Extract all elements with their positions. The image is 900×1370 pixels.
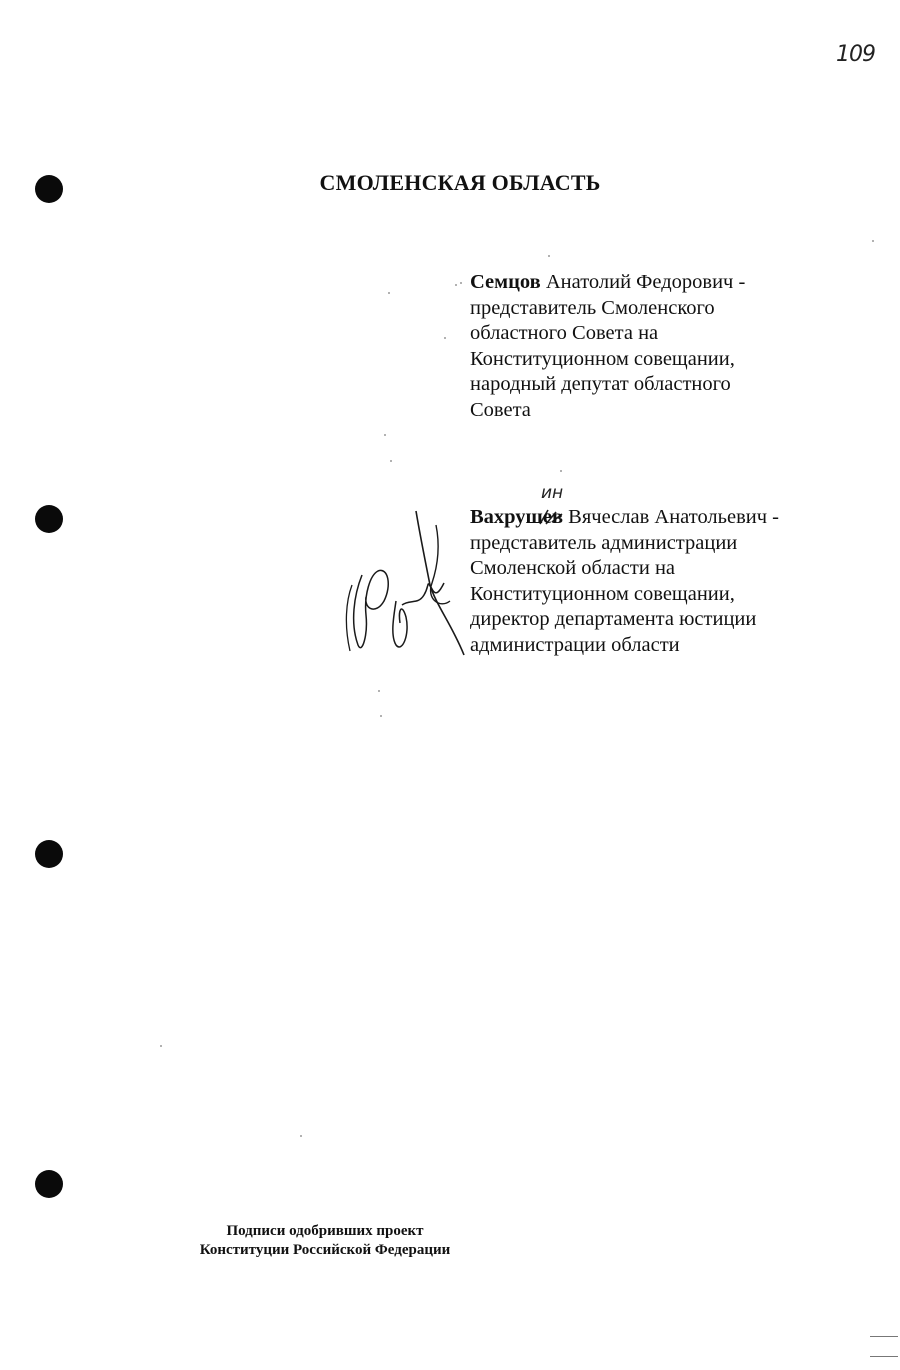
scan-speck — [548, 255, 550, 257]
surname: Вахрушев — [470, 506, 564, 528]
surname: Семцов — [470, 271, 541, 293]
scan-speck — [300, 1135, 302, 1137]
entry-line: директор департамента юстиции — [470, 608, 757, 631]
entry-first-line — [470, 505, 800, 531]
entry-line: администрации области — [470, 633, 680, 656]
entry-line: Конституционном совещании, — [470, 582, 735, 605]
scan-speck — [388, 292, 390, 294]
scan-speck — [455, 284, 457, 286]
scan-speck — [378, 690, 380, 692]
entry-line: народный депутат областного — [470, 373, 731, 396]
entry-line: областного Совета на — [470, 322, 659, 345]
scan-speck — [384, 434, 386, 436]
punch-hole-4 — [35, 1170, 63, 1198]
footer-line-2: Конституции Российской Федерации — [199, 1242, 451, 1258]
footer-caption — [170, 1222, 480, 1260]
scan-speck — [390, 460, 392, 462]
footer-line-1: Подписи одобривших проект — [226, 1223, 424, 1239]
scan-speck — [460, 282, 462, 284]
signatory-entry-2 — [470, 505, 800, 659]
punch-hole-3 — [35, 840, 63, 868]
scan-speck — [560, 470, 562, 472]
scan-speck — [160, 1045, 162, 1047]
entry-line: Смоленской области на — [470, 557, 676, 580]
entry-line: Конституционном совещании, — [470, 347, 735, 370]
handwritten-signature — [340, 505, 470, 665]
page-number: 109 — [836, 42, 875, 67]
entry-line: представитель Смоленского — [470, 296, 715, 319]
scan-speck — [444, 337, 446, 339]
page-title: СМОЛЕНСКАЯ ОБЛАСТЬ — [319, 170, 601, 195]
signatory-entry-1 — [470, 270, 800, 424]
scan-edge-mark — [870, 1356, 898, 1357]
name-rest: Вячеслав Анатольевич - — [563, 506, 780, 528]
scan-speck — [380, 715, 382, 717]
punch-hole-2 — [35, 505, 63, 533]
entry-line: представитель администрации — [470, 531, 738, 554]
handwritten-correction: ин — [541, 483, 564, 503]
name-rest: Анатолий Федорович - — [540, 271, 746, 293]
scan-speck — [872, 240, 874, 242]
scan-edge-mark — [870, 1336, 898, 1337]
entry-line: Совета — [470, 398, 531, 421]
entry-first-line — [470, 270, 800, 296]
